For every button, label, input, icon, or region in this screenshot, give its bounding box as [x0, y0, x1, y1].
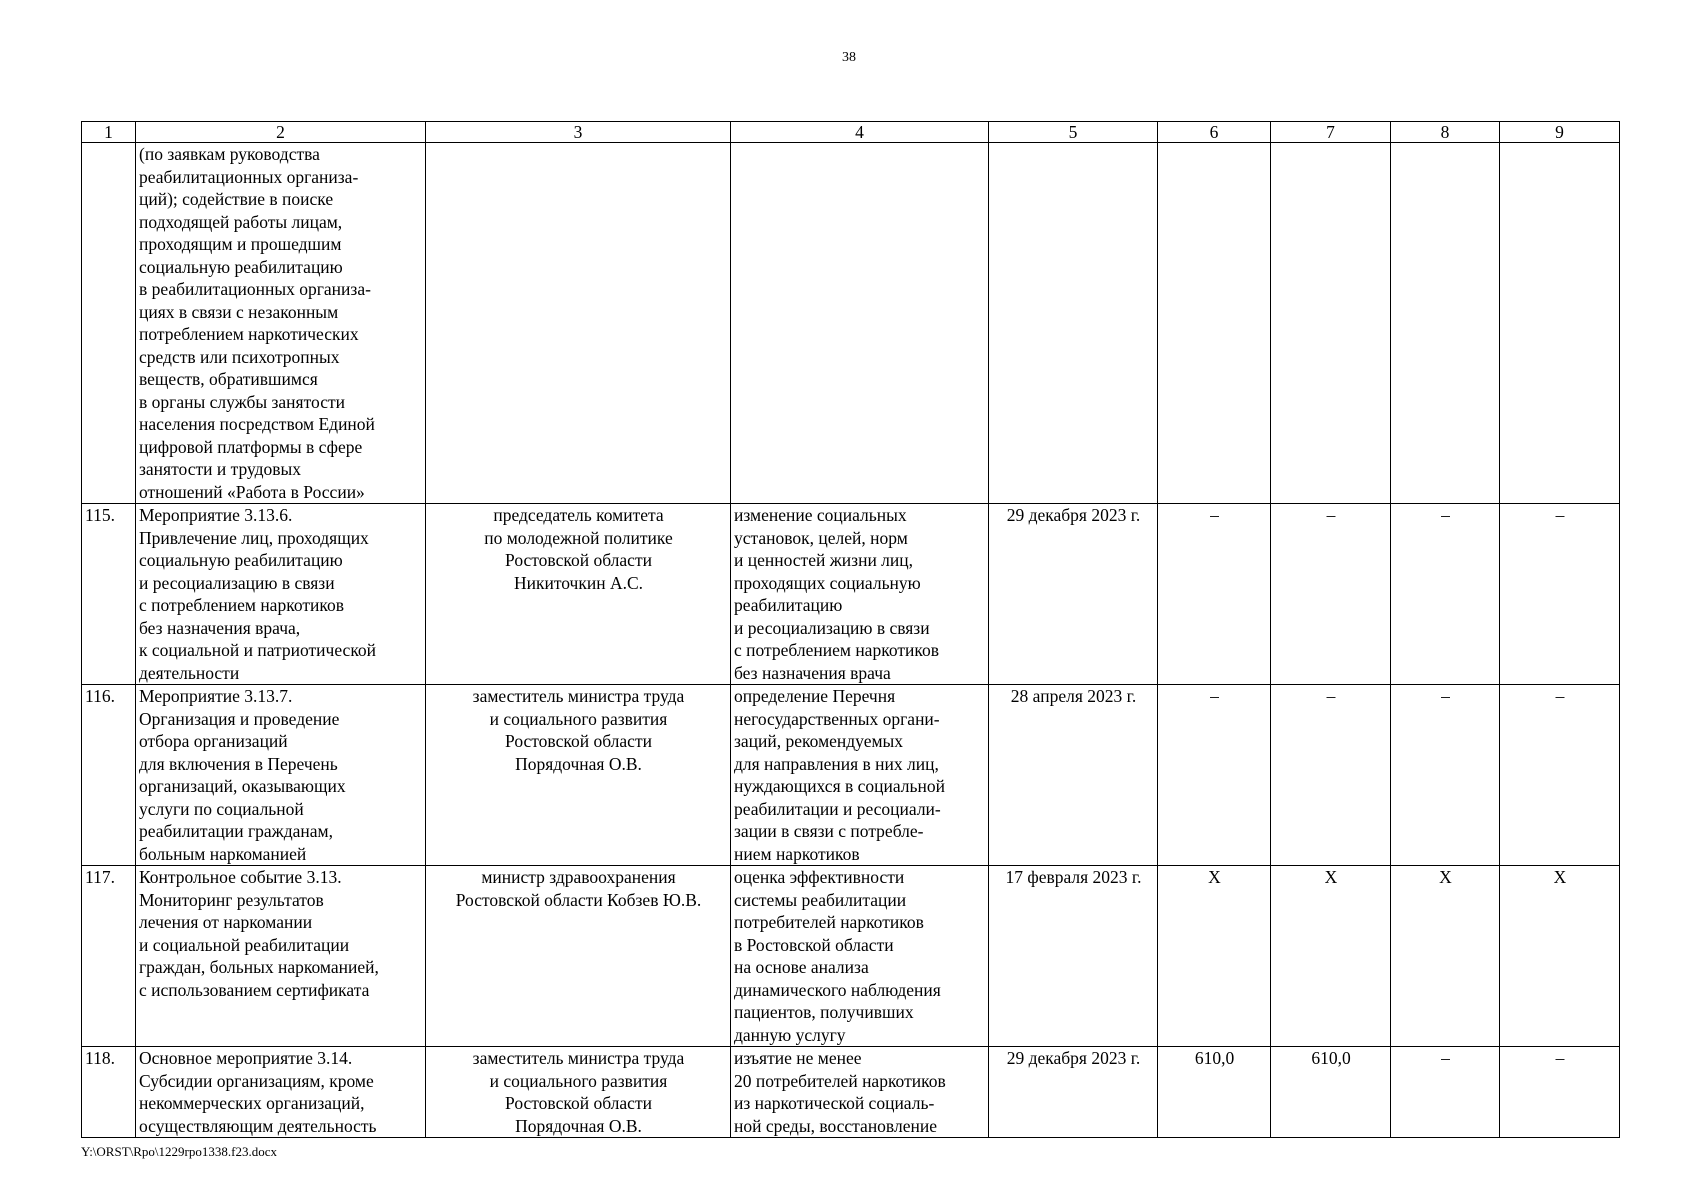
- deadline-date: 17 февраля 2023 г.: [989, 866, 1158, 1047]
- measure-description: [136, 685, 426, 866]
- measure-description-line: к социальной и патриотической: [139, 640, 377, 660]
- measure-description-line: реабилитационных организа-: [139, 166, 359, 187]
- measure-description-line: и социальной реабилитации: [139, 934, 350, 955]
- measure-description: [136, 504, 426, 685]
- expected-result-line: определение Перечня: [734, 686, 896, 706]
- measure-description-line: занятости и трудовых: [139, 459, 302, 479]
- expected-result-line: из наркотической социаль-: [734, 1093, 935, 1113]
- responsible-person-line: председатель комитета: [493, 505, 664, 525]
- table-row: [82, 685, 1620, 866]
- funding-value-col7: Х: [1271, 866, 1391, 1047]
- expected-result-line: потребителей наркотиков: [734, 912, 924, 932]
- responsible-person: [426, 685, 731, 866]
- responsible-person: [426, 1047, 731, 1138]
- funding-value-col7: [1271, 143, 1391, 504]
- funding-value-col6: [1158, 143, 1271, 504]
- measure-description-line: проходящим и прошедшим: [139, 234, 342, 254]
- measure-description-line: осуществляющим деятельность: [139, 1115, 377, 1136]
- funding-value-col7: 610,0: [1271, 1047, 1391, 1138]
- column-number-4: 4: [731, 122, 989, 143]
- table-header-row: [82, 122, 1620, 143]
- expected-result-line: установок, целей, норм: [734, 527, 908, 548]
- expected-result-line: без назначения врача: [734, 662, 891, 683]
- table-row: [82, 866, 1620, 1047]
- expected-result-line: для направления в них лиц,: [734, 753, 939, 774]
- expected-result-line: заций, рекомендуемых: [734, 731, 904, 751]
- measures-table: [81, 121, 1620, 1138]
- column-number-8: 8: [1391, 122, 1500, 143]
- responsible-person: [426, 143, 731, 504]
- footer-file-path: Y:\ORST\Rpo\1229rpo1338.f23.docx: [81, 1144, 277, 1159]
- column-number-1: 1: [82, 122, 136, 143]
- column-number-7: 7: [1271, 122, 1391, 143]
- measure-description-line: деятельности: [139, 662, 240, 683]
- funding-value-col6: 610,0: [1158, 1047, 1271, 1138]
- measure-description-line: Мероприятие 3.13.6.: [139, 505, 293, 525]
- expected-result-line: и ресоциализацию в связи: [734, 617, 930, 638]
- funding-value-col9: –: [1500, 1047, 1620, 1138]
- responsible-person-line: и социального развития: [489, 1070, 668, 1091]
- expected-result-line: данную услугу: [734, 1024, 846, 1045]
- funding-value-col6: Х: [1158, 866, 1271, 1047]
- column-number-3: 3: [426, 122, 731, 143]
- measure-description-line: в органы службы занятости: [139, 391, 345, 412]
- measure-description-line: Контрольное событие 3.13.: [139, 867, 342, 887]
- measure-description: [136, 1047, 426, 1138]
- expected-result-line: системы реабилитации: [734, 889, 907, 910]
- measure-description-line: Организация и проведение: [139, 708, 340, 729]
- measure-description-line: без назначения врача,: [139, 617, 301, 638]
- expected-result-line: реабилитацию: [734, 595, 843, 615]
- responsible-person-line: по молодежной политике: [484, 527, 673, 548]
- measure-description-line: и ресоциализацию в связи: [139, 572, 335, 593]
- measure-description-line: (по заявкам руководства: [139, 144, 320, 164]
- measure-description-line: Субсидии организациям, кроме: [139, 1070, 374, 1091]
- funding-value-col8: –: [1391, 504, 1500, 685]
- expected-result-line: изменение социальных: [734, 505, 907, 525]
- measure-description-line: в реабилитационных организа-: [139, 279, 371, 299]
- measure-description-line: населения посредством Единой: [139, 414, 375, 434]
- funding-value-col9: [1500, 143, 1620, 504]
- deadline-date: [989, 143, 1158, 504]
- expected-result: [731, 143, 989, 504]
- measure-description-line: организаций, оказывающих: [139, 776, 346, 796]
- measure-description: [136, 866, 426, 1047]
- measure-description-line: отбора организаций: [139, 731, 288, 751]
- responsible-person-line: министр здравоохранения: [481, 867, 676, 887]
- funding-value-col9: Х: [1500, 866, 1620, 1047]
- row-number: 115.: [82, 504, 136, 685]
- measure-description-line: услуги по социальной: [139, 798, 304, 819]
- responsible-person-line: Никиточкин А.С.: [513, 572, 644, 593]
- expected-result-line: ной среды, восстановление: [734, 1115, 937, 1136]
- measure-description-line: с использованием сертификата: [139, 979, 370, 1000]
- measure-description-line: Мероприятие 3.13.7.: [139, 686, 293, 706]
- measure-description-line: с потреблением наркотиков: [139, 595, 344, 615]
- row-number: 117.: [82, 866, 136, 1047]
- expected-result-line: 20 потребителей наркотиков: [734, 1070, 946, 1091]
- responsible-person-line: Ростовской области: [505, 1093, 652, 1113]
- row-number: [82, 143, 136, 504]
- deadline-date: 28 апреля 2023 г.: [989, 685, 1158, 866]
- measure-description-line: граждан, больных наркоманией,: [139, 957, 379, 977]
- column-number-2: 2: [136, 122, 426, 143]
- table-row: [82, 1047, 1620, 1138]
- expected-result-line: с потреблением наркотиков: [734, 640, 939, 660]
- responsible-person-line: заместитель министра труда: [472, 686, 685, 706]
- measure-description-line: веществ, обратившимся: [139, 369, 318, 389]
- expected-result-line: проходящих социальную: [734, 572, 921, 593]
- expected-result-line: в Ростовской области: [734, 934, 894, 955]
- measure-description-line: потреблением наркотических: [139, 324, 359, 344]
- measure-description: [136, 143, 426, 504]
- responsible-person: [426, 504, 731, 685]
- funding-value-col6: –: [1158, 504, 1271, 685]
- funding-value-col9: –: [1500, 685, 1620, 866]
- measure-description-line: больным наркоманией: [139, 843, 307, 864]
- measure-description-line: социальную реабилитацию: [139, 550, 343, 570]
- measure-description-line: цифровой платформы в сфере: [139, 436, 363, 457]
- expected-result: [731, 1047, 989, 1138]
- column-number-9: 9: [1500, 122, 1620, 143]
- column-number-5: 5: [989, 122, 1158, 143]
- measure-description-line: Основное мероприятие 3.14.: [139, 1048, 353, 1068]
- measure-description-line: Привлечение лиц, проходящих: [139, 527, 369, 548]
- expected-result-line: негосударственных органи-: [734, 708, 940, 729]
- measure-description-line: средств или психотропных: [139, 346, 340, 367]
- responsible-person-line: Порядочная О.В.: [515, 1115, 642, 1136]
- funding-value-col8: –: [1391, 1047, 1500, 1138]
- expected-result: [731, 866, 989, 1047]
- expected-result-line: реабилитации и ресоциали-: [734, 798, 941, 819]
- responsible-person: [426, 866, 731, 1047]
- funding-value-col7: –: [1271, 504, 1391, 685]
- expected-result-line: нуждающихся в социальной: [734, 776, 945, 796]
- responsible-person-line: Ростовской области: [505, 731, 652, 751]
- deadline-date: 29 декабря 2023 г.: [989, 504, 1158, 685]
- expected-result-line: зации в связи с потребле-: [734, 821, 924, 841]
- column-number-6: 6: [1158, 122, 1271, 143]
- measure-description-line: отношений «Работа в России»: [139, 481, 365, 502]
- table-row: [82, 143, 1620, 504]
- expected-result-line: нием наркотиков: [734, 843, 860, 864]
- responsible-person-line: Ростовской области Кобзев Ю.В.: [455, 889, 702, 910]
- expected-result: [731, 685, 989, 866]
- measure-description-line: подходящей работы лицам,: [139, 211, 343, 232]
- responsible-person-line: Ростовской области: [505, 550, 652, 570]
- row-number: 116.: [82, 685, 136, 866]
- measure-description-line: социальную реабилитацию: [139, 256, 343, 277]
- funding-value-col7: –: [1271, 685, 1391, 866]
- expected-result-line: пациентов, получивших: [734, 1002, 914, 1022]
- expected-result-line: оценка эффективности: [734, 867, 905, 887]
- funding-value-col8: Х: [1391, 866, 1500, 1047]
- table-row: [82, 504, 1620, 685]
- measure-description-line: реабилитации гражданам,: [139, 821, 334, 841]
- funding-value-col6: –: [1158, 685, 1271, 866]
- funding-value-col8: –: [1391, 685, 1500, 866]
- expected-result: [731, 504, 989, 685]
- responsible-person-line: Порядочная О.В.: [515, 753, 642, 774]
- measure-description-line: лечения от наркомании: [139, 912, 313, 932]
- expected-result-line: на основе анализа: [734, 957, 869, 977]
- measure-description-line: Мониторинг результатов: [139, 889, 324, 910]
- expected-result-line: и ценностей жизни лиц,: [734, 550, 914, 570]
- expected-result-line: изъятие не менее: [734, 1048, 862, 1068]
- funding-value-col8: [1391, 143, 1500, 504]
- deadline-date: 29 декабря 2023 г.: [989, 1047, 1158, 1138]
- measure-description-line: циях в связи с незаконным: [139, 301, 339, 322]
- expected-result-line: динамического наблюдения: [734, 979, 941, 1000]
- row-number: 118.: [82, 1047, 136, 1138]
- responsible-person-line: заместитель министра труда: [472, 1048, 685, 1068]
- measure-description-line: ций); содействие в поиске: [139, 189, 334, 209]
- measure-description-line: некоммерческих организаций,: [139, 1093, 365, 1113]
- responsible-person-line: и социального развития: [489, 708, 668, 729]
- measure-description-line: для включения в Перечень: [139, 753, 338, 774]
- funding-value-col9: –: [1500, 504, 1620, 685]
- page-number: 38: [842, 50, 856, 65]
